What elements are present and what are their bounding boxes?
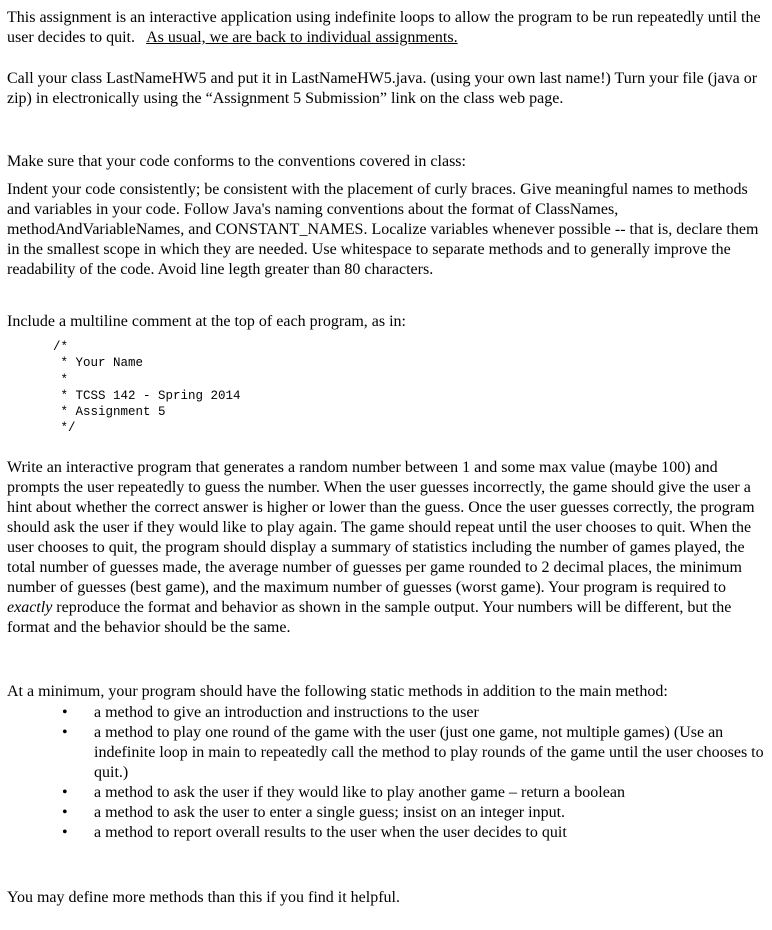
list-item-text: a method to play one round of the game with the user (just one game, not multiple games) (Use an indefinite loop in main to repeatedly call the method to play rounds of the game until the user chooses to quit.) (94, 724, 764, 781)
individual-assignments-note: As usual, we are back to individual assignments. (146, 29, 458, 46)
intro-text: This assignment is an interactive application using indefinite loops to allow the program to be run repeatedly until the user decides to quit. (7, 9, 761, 46)
list-item (0, 723, 765, 783)
submission-instructions: Call your class LastNameHW5 and put it in LastNameHW5.java. (using your own last name!) Turn your file (java or zip) in electronically using the “Assignment 5 Submission” link on the class web page. (7, 70, 758, 107)
list-item-text: a method to ask the user to enter a single guess; insist on an integer input. (94, 804, 566, 821)
list-item (0, 803, 765, 823)
description-text-end: reproduce the format and behavior as shown in the sample output. Your numbers will be different, but the format and the behavior should be the same. (7, 599, 732, 636)
intro-paragraph (7, 8, 765, 48)
methods-heading: At a minimum, your program should have the following static methods in addition to the main method: (7, 683, 668, 700)
methods-list (0, 703, 765, 843)
list-item-text: a method to ask the user if they would like to play another game – return a boolean (94, 784, 625, 801)
conventions-body: Indent your code consistently; be consistent with the placement of curly braces. Give meaningful names to methods and variables in your code. Follow Java's naming conventions about the format of ClassNames, methodAndVariableNames, and CONSTANT_NAMES. Localize variables whenever possible -- that is, declare them in the smallest scope in which they are needed. Use whitespace to separate methods and to generally improve the readability of the code. Avoid line legth greater than 80 characters. (7, 181, 759, 278)
list-item (0, 703, 765, 723)
header-comment-code: /* * Your Name * * TCSS 142 - Spring 2014 * Assignment 5 */ (53, 340, 241, 436)
closing-note: You may define more methods than this if you find it helpful. (7, 889, 400, 906)
comment-instruction: Include a multiline comment at the top of each program, as in: (7, 313, 406, 330)
list-item-text: a method to report overall results to the user when the user decides to quit (94, 824, 567, 841)
description-text: Write an interactive program that generates a random number between 1 and some max value (maybe 100) and prompts the user repeatedly to guess the number. When the user guesses incorrectly, the game should give the user a hint about whether the correct answer is higher or lower than the guess. Once the user guesses correctly, the program should ask the user if they would like to play again. The game should repeat until the user chooses to quit. When the user chooses to quit, the program should display a summary of statistics including the number of games played, the total number of guesses made, the average number of guesses per game rounded to 2 decimal places, the minimum number of guesses (best game), and the maximum number of guesses (worst game). Your program is required to (7, 459, 755, 596)
list-item-text: a method to give an introduction and instructions to the user (94, 704, 479, 721)
list-item (0, 823, 765, 843)
program-description (7, 458, 765, 638)
conventions-heading: Make sure that your code conforms to the conventions covered in class: (7, 153, 466, 170)
exactly-emphasis: exactly (7, 599, 53, 616)
list-item (0, 783, 765, 803)
